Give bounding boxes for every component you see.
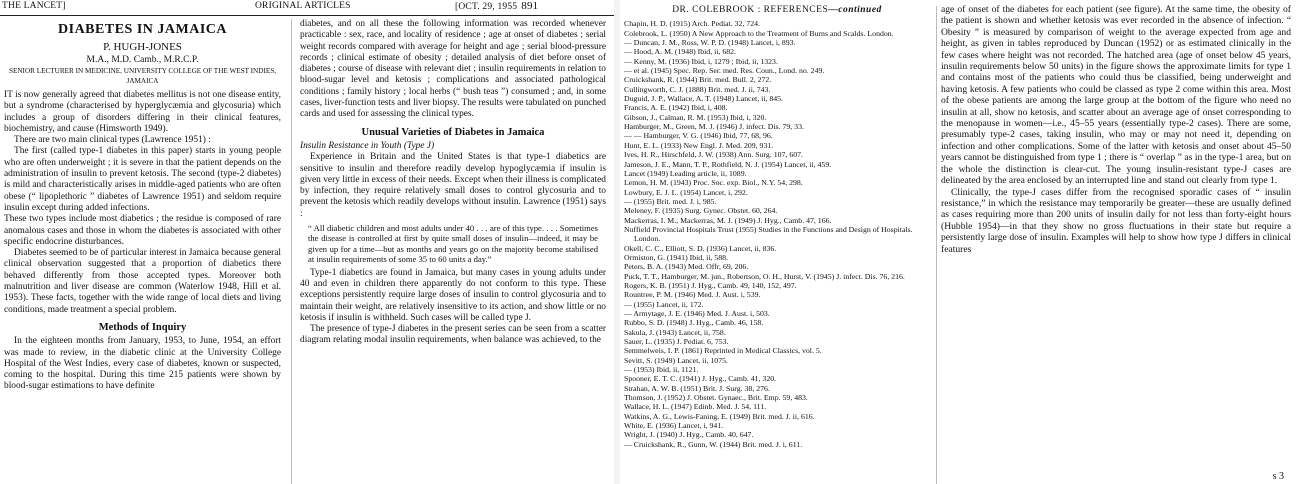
article-title: DIABETES IN JAMAICA [58,22,227,37]
reference-item: Wright, J. (1940) J. Hyg., Camb. 40, 647. [624,430,754,440]
reference-item: Mackerras, I. M., Mackerras, M. J. (1949) J. Hyg., Camb. 47, 166. [624,215,832,225]
reference-item: — Cruickshank, R., Gunn, W. (1944) Brit. med. J. i, 611. [624,439,803,449]
left-column-2 [300,19,606,347]
reference-item: Hunt, E. L. (1933) New Engl. J. Med. 209, 931. [624,140,774,150]
left-page [0,0,614,484]
subsection-heading-insulin: Insulin Resistance in Youth (Type J) [300,140,435,151]
reference-item: Semmelweis, I. P. (1861) Reprinted in Medical Classics, vol. 5. [624,346,822,356]
references-list [624,19,930,449]
paragraph: Type-1 diabetics are found in Jamaica, but many cases in young adults under 40 and even in children there apparently do not conform to this type. These exceptions persistently require large doses of insulin to control glycosuria and to maintain their weight, are relatively insensitive to its action, and show little or no ketosis if insulin is withheld. Such cases will be called type J. [300,267,606,323]
paragraph: age of onset of the diabetes for each patient (see figure). At the same time, the obesity of the patient is shown and whether ketosis was ever recorded in the absence of infection. “ Obesity ” is measured by comparison of weight to the average expected from age and height, as given in tables reproduced by Duncan (1952) or as estimated clinically in the few cases where height was not recorded. The hatched area (age of onset below 45 years, insulin requirements below 50 units) in the figure shows the approximate limits for type 1 and contains most of the patients who could thus be classified, being underweight and having ketosis. A few patients who could be classed as type 2 come within this area. Most of the obese patients are among the large group at the bottom of the figure who need no insulin at all, show no ketosis, and scatter about an average age of onset corresponding to the menopause in women—i.e., 45–55 years (essentially type-2 cases). There are some, presumably type-2 cases, taking insulin, who may or may not need it, depending on infection and other complications. Some of the latter with ketosis and onset about 45–50 years cannot be distinguished from type 1 ; there is “ overlap ” as in the type-1 area, but on the whole the distinction is clear-cut. The young insulin-resistant type-J cases are delineated by the area enclosed by an interrupted line and stand out clearly from type 1. [941,4,1291,187]
reference-item: Peters, B. A. (1943) Med. Offr, 69, 206. [624,262,749,272]
reference-item: Strahan, A. W. B. (1951) Brit. J. Surg. 38, 276. [624,383,770,393]
paragraph: There are two main clinical types (Lawrence 1951) : [14,135,211,146]
reference-item: Sakula, J. (1943) Lancet, ii, 758. [624,327,726,337]
paragraph: The presence of type-J diabetes in the present series can be seen from a scatter diagram relating modal insulin requirements, when balance was achieved, to the [300,324,606,346]
reference-item: Spooner, E. T. C. (1941) J. Hyg., Camb. 41, 320. [624,374,777,384]
references-heading-cont: —continued [828,5,882,15]
reference-item: Nuffield Provincial Hospitals Trust (1955) Studies in the Functions and Design of Hospitals. London. [624,224,913,244]
reference-item: Duguid, J. P., Wallace, A. T. (1948) Lancet, ii, 845. [624,94,783,104]
column-divider [291,19,292,484]
page-number: 891 [521,0,539,12]
paragraph: In the eighteen months from January, 1953, to June, 1954, an effort was made to review, in the diabetic clinic at the University College Hospital of the West Indies, every case of diabetes, known or suspected, coming to the hospital. During this time 215 patients were shown by blood-sugar estimations to have definite [4,336,281,392]
reference-item: Chapin, H. D. (1915) Arch. Pediat. 32, 724. [624,19,760,29]
right-column-2 [941,4,1291,255]
reference-item: — et al. (1945) Spec. Rep. Ser. med. Res. Coun., Lond. no. 249. [624,66,825,76]
section-name: ORIGINAL ARTICLES [255,1,351,11]
reference-item: Rountree, P. M. (1946) Med. J. Aust. i, 539. [624,290,761,300]
date-page [455,0,538,12]
block-quote: “ All diabetic children and most adults under 40 . . . are of this type. . . . Sometimes the disease is controlled at first by quite small doses of insulin—indeed, it may be given up for a time—but as months and years go on the majority become stabilised at insulin requirements of some 35 to 60 units a day.” [308,223,598,265]
author-degrees: M.A., M.D. Camb., M.R.C.P. [86,55,199,65]
reference-item: Lancet (1949) Leading article, ii, 1089. [624,168,747,178]
references-heading-text: DR. COLEBROOK : REFERENCES [672,5,829,15]
reference-item: Wallace, H. L. (1947) Edinb. Med. J. 54, 111. [624,402,767,412]
references-column [624,6,930,449]
reference-item: — — Hamburger, V. G. (1946) Ibid, 77, 68, 96. [624,131,773,141]
paragraph: Diabetes seemed to be of particular interest in Jamaica because general clinical observation suggested that a proportion of diabetics there behaved differently from those accepted types. Moreover both malnutrition and liver disease are common (Waterlow 1948, Hill et al. 1953). These facts, together with the wide range of local diets and living conditions, made treatment a special problem. [4,248,281,315]
reference-item: — Kenny, M. (1936) Ibid, i, 1279 ; Ibid, ii, 1323. [624,56,778,66]
reference-item: — (1953) Ibid, ii, 1121. [624,365,699,375]
reference-item: Ormiston, G. (1941) Ibid, ii, 588. [624,252,728,262]
reference-item: Colebrook, L. (1950) A New Approach to the Treatment of Burns and Scalds. London. [624,28,894,38]
reference-item: Ives, H. R., Hirschfeld, J. W. (1938) Ann. Surg. 107, 607. [624,150,803,160]
reference-item: Gibson, J., Calman, R. M. (1953) Ibid, i, 320. [624,112,767,122]
reference-item: Sauer, L. (1935) J. Pediat. 6, 753. [624,337,729,347]
reference-item: Cullingworth, C. J. (1888) Brit. med. J. ii, 743. [624,84,771,94]
reference-item: White, E. (1936) Lancet, i, 941. [624,421,724,431]
reference-item: Watkins, A. G., Lewis-Faning, E. (1949) Brit. med. J. ii, 616. [624,411,815,421]
paragraph: Experience in Britain and the United States is that type-1 diabetics are sensitive to insulin and therefore readily develop hypoglycæmia if insulin is given very little in excess of their needs. Except when their illness is complicated by infection, they require relatively small doses to control glycosuria and to prevent the ketosis which readily develops without insulin. Lawrence (1951) says : [300,152,606,219]
paragraph: The first (called type-1 diabetes in this paper) starts in young people who are often underweight ; it is severe in that the patient depends on the administration of insulin to prevent ketosis. The second (type-2 diabetes) is mild and characteristically arises in middle-aged patients who are often obese (“ lipoplethoric ” diabetes of Lawrence 1951) and seldom require insulin except during added infections. [4,146,281,213]
reference-item: — Hood, A. M. (1948) Ibid, ii, 682. [624,47,736,57]
reference-item: Rubbo, S. D. (1948) J. Hyg., Camb. 46, 158. [624,318,764,328]
running-head [0,0,614,14]
section-heading-methods: Methods of Inquiry [98,321,187,333]
reference-item: Lowbury, E. J. L. (1954) Lancet, i, 292. [624,187,748,197]
reference-item: Rogers, K. B. (1951) J. Hyg., Camb. 49, 140, 152, 497. [624,280,797,290]
signature-mark: s 3 [1272,471,1284,482]
paragraph: These two types include most diabetics ; the residue is composed of rare anomalous cases and those in whom the diabetes is associated with other specific endocrine disturbances. [4,214,281,247]
reference-item: — (1955) Brit. med. J. i, 985. [624,196,717,206]
reference-item: Francis, A. E. (1942) Ibid, i, 408. [624,103,728,113]
reference-item: — (1955) Lancet, ii, 172. [624,299,704,309]
paragraph: IT is now generally agreed that diabetes mellitus is not one disease entity, but a syndrome (characterised by hyperglycæmia and glycosuria) which includes a group of disorders differing in their clinical features, biochemistry, and cause (Himsworth 1949). [4,90,281,134]
journal-name: THE LANCET] [2,1,66,11]
reference-item: Jameson, J. E., Mann, T. P., Rothfield, N. J. (1954) Lancet, ii, 459. [624,159,832,169]
reference-item: Lemon, H. M. (1943) Proc. Soc. exp. Biol., N.Y. 54, 298. [624,178,803,188]
left-column-1 [4,19,281,393]
reference-item: Hamburger, M., Green, M. J. (1946) J. infect. Dis. 79, 33. [624,122,804,132]
author-affiliation: SENIOR LECTURER IN MEDICINE, UNIVERSITY COLLEGE OF THE WEST INDIES, JAMAICA [8,67,277,85]
reference-item: Okell, C. C., Elliott, S. D. (1936) Lancet, ii, 836. [624,243,777,253]
column-divider [936,6,937,484]
reference-item: — Armytage, J. E. (1946) Med. J. Aust. i, 503. [624,309,770,318]
author: P. HUGH-JONES [103,41,182,53]
right-page [620,0,1298,484]
references-heading [624,6,930,15]
reference-item: Thomson, J. (1952) J. Obstet. Gynaec., Brit. Emp. 59, 483. [624,393,808,403]
reference-item: Puck, T. T., Hamburger, M. jun., Robertson, O. H., Hurst, V. (1945) J. infect. Dis. 76, 216. [624,271,905,281]
issue-date: [OCT. 29, 1955 [455,2,518,12]
paragraph: Clinically, the type-J cases differ from the recognised sporadic cases of “ insulin resistance,” in which the resistance may temporarily be greater—these are usually defined as cases requiring more than 200 units of insulin daily for not less than forty-eight hours (Hubble 1954)—in that they show no gross fluctuations in their state but require a persistently large dose of insulin. Examples will help to show how type J differs in clinical features [941,186,1291,255]
reference-item: Sevitt, S. (1949) Lancet, ii, 1075. [624,355,728,365]
header-rule [0,15,614,16]
section-heading-unusual: Unusual Varieties of Diabetes in Jamaica [361,126,545,138]
reference-item: Cruickshank, R. (1944) Brit. med. Bull. 2, 272. [624,75,772,85]
reference-item: — Duncan, J. M., Ross, W. P. D. (1948) Lancet, i, 893. [624,38,796,48]
paragraph: diabetes, and on all these the following information was recorded whenever practicable : sex, race, and locality of residence ; age at onset of diabetes ; serial weight records compared with average for height and age ; serial blood-pressure records ; clinical estimate of obesity ; detailed analysis of diet before onset of diabetes ; course of disease with relevant diet ; insulin requirements in relation to blood-sugar level and ketosis ; complications and associated pathological conditions ; family history ; local herbs (“ bush teas ”) consumed ; and, in some cases, liver-function tests and liver biopsy. The results were tabulated on punched cards and used for assessing the clinical types. [300,19,606,120]
reference-item: Meleney, F. (1935) Surg. Gynec. Obstet. 60, 264. [624,206,778,216]
